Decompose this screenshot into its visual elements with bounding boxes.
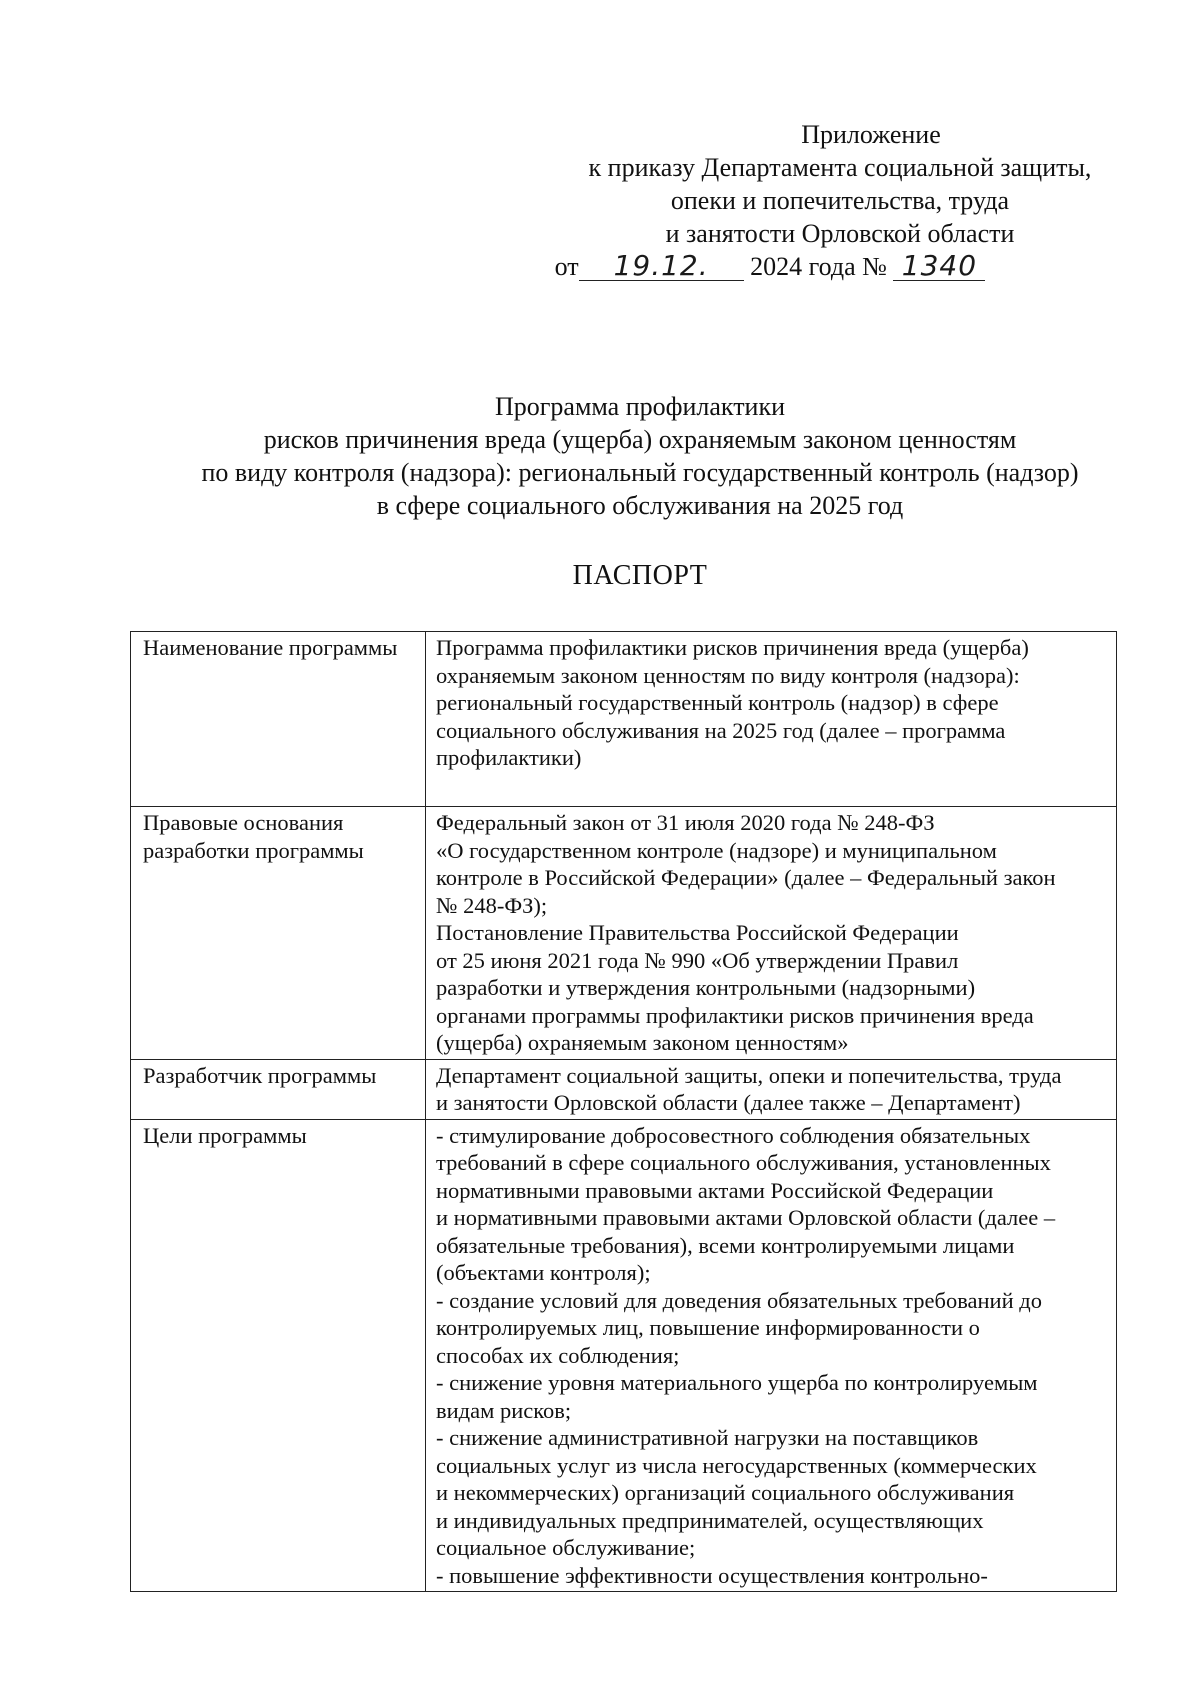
content-line: от 25 июня 2021 года № 990 «Об утверждении Правил [436, 947, 959, 973]
content-line: Программа профилактики рисков причинения вреда (ущерба) [436, 635, 1029, 660]
content-line: Постановление Правительства Российской Федерации [436, 920, 959, 945]
passport-heading: ПАСПОРТ [572, 560, 708, 591]
content-line: «О государственном контроле (надзоре) и муниципальном [436, 837, 997, 863]
content-line: способах их соблюдения; [436, 1342, 680, 1368]
appendix-line: и занятости Орловской области [665, 219, 1015, 248]
content-line: профилактики) [436, 745, 582, 770]
row-label: Правовые основания [143, 810, 344, 835]
row-label: Разработчик программы [143, 1062, 377, 1088]
appendix-header [480, 118, 1200, 283]
row-label-cell [131, 1119, 426, 1592]
content-line: Федеральный закон от 31 июля 2020 года № 248-ФЗ [436, 810, 935, 835]
content-line: социальное обслуживание; [436, 1535, 696, 1560]
row-content-cell [426, 632, 1117, 807]
content-line: региональный государственный контроль (надзор) в сфере [436, 690, 999, 715]
row-content-cell [426, 1119, 1117, 1592]
appendix-title: Приложение [801, 120, 941, 149]
appendix-line: опеки и попечительства, труда [670, 186, 1010, 215]
content-line: охраняемым законом ценностям по виду контроля (надзора): [436, 662, 1020, 688]
content-line: (объектами контроля); [436, 1260, 651, 1285]
row-content-cell [426, 1059, 1117, 1119]
handwritten-date: 19.12. [579, 252, 744, 281]
order-date-row [410, 250, 1130, 283]
passport-table [130, 631, 1117, 1592]
content-line: № 248-ФЗ); [436, 892, 548, 918]
program-title [110, 390, 1170, 522]
year-text: 2024 года № [750, 252, 887, 281]
title-line: в сфере социального обслуживания на 2025 год [376, 491, 904, 520]
row-label: разработки программы [143, 837, 364, 863]
row-label: Наименование программы [143, 635, 398, 660]
content-line: контроле в Российской Федерации» (далее – Федеральный закон [436, 865, 1056, 890]
content-line: Департамент социальной защиты, опеки и попечительства, труда [436, 1062, 1062, 1088]
appendix-line: к приказу Департамента социальной защиты, [588, 153, 1092, 182]
handwritten-order-number: 1340 [893, 252, 985, 281]
row-label-cell [131, 807, 426, 1060]
row-label-cell [131, 632, 426, 807]
content-line: социальных услуг из числа негосударственных (коммерческих [436, 1452, 1037, 1478]
content-line: (ущерба) охраняемым законом ценностям» [436, 1030, 849, 1055]
table-row [131, 1119, 1117, 1592]
content-line: и некоммерческих) организаций социального обслуживания [436, 1480, 1015, 1505]
content-line: контролируемых лиц, повышение информированности о [436, 1315, 980, 1340]
content-line: - стимулирование добросовестного соблюдения обязательных [436, 1122, 1031, 1148]
row-label: Цели программы [143, 1122, 307, 1148]
table-row [131, 632, 1117, 807]
content-line: - повышение эффективности осуществления контрольно- [436, 1562, 988, 1588]
row-content-cell [426, 807, 1117, 1060]
content-line: разработки и утверждения контрольными (надзорными) [436, 975, 976, 1000]
title-line: Программа профилактики [494, 392, 786, 421]
content-line: и занятости Орловской области (далее также – Департамент) [436, 1090, 1021, 1115]
content-line: требований в сфере социального обслуживания, установленных [436, 1150, 1051, 1175]
table-row [131, 807, 1117, 1060]
title-line: по виду контроля (надзора): региональный государственный контроль (надзор) [201, 458, 1079, 487]
content-line: нормативными правовыми актами Российской Федерации [436, 1177, 994, 1203]
content-line: органами программы профилактики рисков причинения вреда [436, 1002, 1034, 1028]
content-line: обязательные требования), всеми контролируемыми лицами [436, 1232, 1015, 1258]
content-line: - снижение уровня материального ущерба по контролируемым [436, 1370, 1038, 1395]
content-line: - снижение административной нагрузки на поставщиков [436, 1425, 979, 1450]
table-row [131, 1059, 1117, 1119]
content-line: и нормативными правовыми актами Орловской области (далее – [436, 1205, 1056, 1230]
row-label-cell [131, 1059, 426, 1119]
date-prefix: от [554, 252, 579, 281]
content-line: и индивидуальных предпринимателей, осуществляющих [436, 1507, 984, 1533]
content-line: социального обслуживания на 2025 год (далее – программа [436, 717, 1006, 743]
content-line: - создание условий для доведения обязательных требований до [436, 1287, 1042, 1313]
title-line: рисков причинения вреда (ущерба) охраняемым законом ценностям [263, 425, 1017, 454]
content-line: видам рисков; [436, 1397, 572, 1423]
